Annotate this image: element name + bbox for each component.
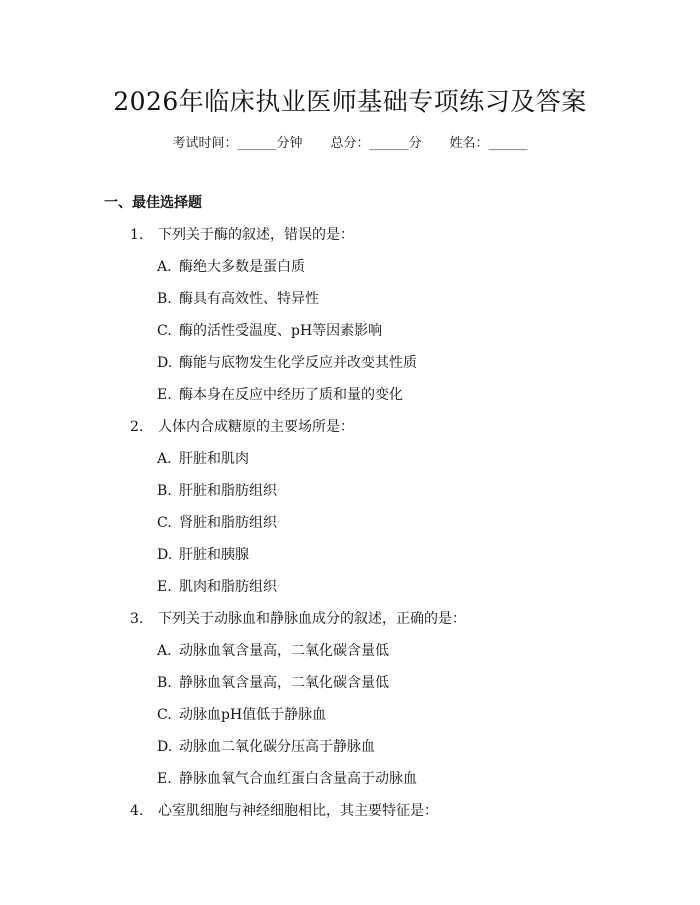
- question-1: [130, 224, 354, 244]
- option-3b: [157, 672, 389, 692]
- option-text: 酶绝大多数是蛋白质: [179, 259, 305, 275]
- option-text: 酶能与底物发生化学反应并改变其性质: [179, 355, 417, 371]
- question-number: 3.: [130, 611, 144, 627]
- question-text: 人体内合成糖原的主要场所是：: [158, 419, 354, 435]
- option-text: 肝脏和肌肉: [179, 451, 249, 467]
- section-heading: 一、最佳选择题: [104, 195, 202, 211]
- option-text: 动脉血pH值低于静脉血: [179, 707, 327, 723]
- option-letter: D.: [157, 547, 173, 563]
- option-letter: B.: [157, 675, 172, 691]
- option-letter: C.: [157, 707, 172, 723]
- option-letter: E.: [157, 579, 172, 595]
- question-number: 4.: [130, 803, 144, 819]
- question-number: 2.: [130, 419, 144, 435]
- question-text: 下列关于酶的叙述，错误的是：: [158, 227, 354, 243]
- question-text: 心室肌细胞与神经细胞相比，其主要特征是：: [158, 803, 438, 819]
- option-text: 肝脏和胰腺: [179, 547, 249, 563]
- option-letter: C.: [157, 515, 172, 531]
- option-text: 动脉血二氧化碳分压高于静脉血: [179, 739, 375, 755]
- option-1a: [157, 256, 305, 276]
- option-text: 酶本身在反应中经历了质和量的变化: [179, 387, 403, 403]
- question-3: [130, 608, 466, 628]
- option-text: 肝脏和脂肪组织: [179, 483, 277, 499]
- option-letter: E.: [157, 387, 172, 403]
- question-2: [130, 416, 354, 436]
- question-4: [130, 800, 438, 820]
- option-2b: [157, 480, 277, 500]
- option-1b: [157, 288, 319, 308]
- option-letter: D.: [157, 739, 173, 755]
- option-text: 动脉血氧含量高，二氧化碳含量低: [179, 643, 389, 659]
- option-2e: [157, 576, 277, 596]
- option-1c: [157, 320, 382, 340]
- option-text: 肾脏和脂肪组织: [179, 515, 277, 531]
- option-text: 肌肉和脂肪组织: [179, 579, 277, 595]
- option-letter: E.: [157, 771, 172, 787]
- document-title: 2026年临床执业医师基础专项练习及答案: [113, 87, 587, 116]
- option-letter: C.: [157, 323, 172, 339]
- option-1e: [157, 384, 403, 404]
- option-letter: A.: [157, 643, 172, 659]
- option-2d: [157, 544, 249, 564]
- option-text: 酶具有高效性、特异性: [179, 291, 319, 307]
- option-2c: [157, 512, 277, 532]
- option-letter: D.: [157, 355, 173, 371]
- option-text: 静脉血氧含量高，二氧化碳含量低: [179, 675, 389, 691]
- option-letter: B.: [157, 483, 172, 499]
- exam-meta: [0, 132, 700, 151]
- option-3e: [157, 768, 417, 788]
- exam-time: 考试时间：______分钟: [172, 136, 303, 151]
- option-2a: [157, 448, 249, 468]
- option-letter: A.: [157, 259, 172, 275]
- exam-name: 姓名：______: [449, 136, 528, 151]
- option-letter: B.: [157, 291, 172, 307]
- option-text: 酶的活性受温度、pH等因素影响: [179, 323, 383, 339]
- option-text: 静脉血氧气合血红蛋白含量高于动脉血: [179, 771, 417, 787]
- option-letter: A.: [157, 451, 172, 467]
- exam-score: 总分：______分: [330, 136, 422, 151]
- option-1d: [157, 352, 417, 372]
- question-text: 下列关于动脉血和静脉血成分的叙述，正确的是：: [158, 611, 466, 627]
- question-number: 1.: [130, 227, 144, 243]
- option-3d: [157, 736, 375, 756]
- option-3c: [157, 704, 326, 724]
- option-3a: [157, 640, 389, 660]
